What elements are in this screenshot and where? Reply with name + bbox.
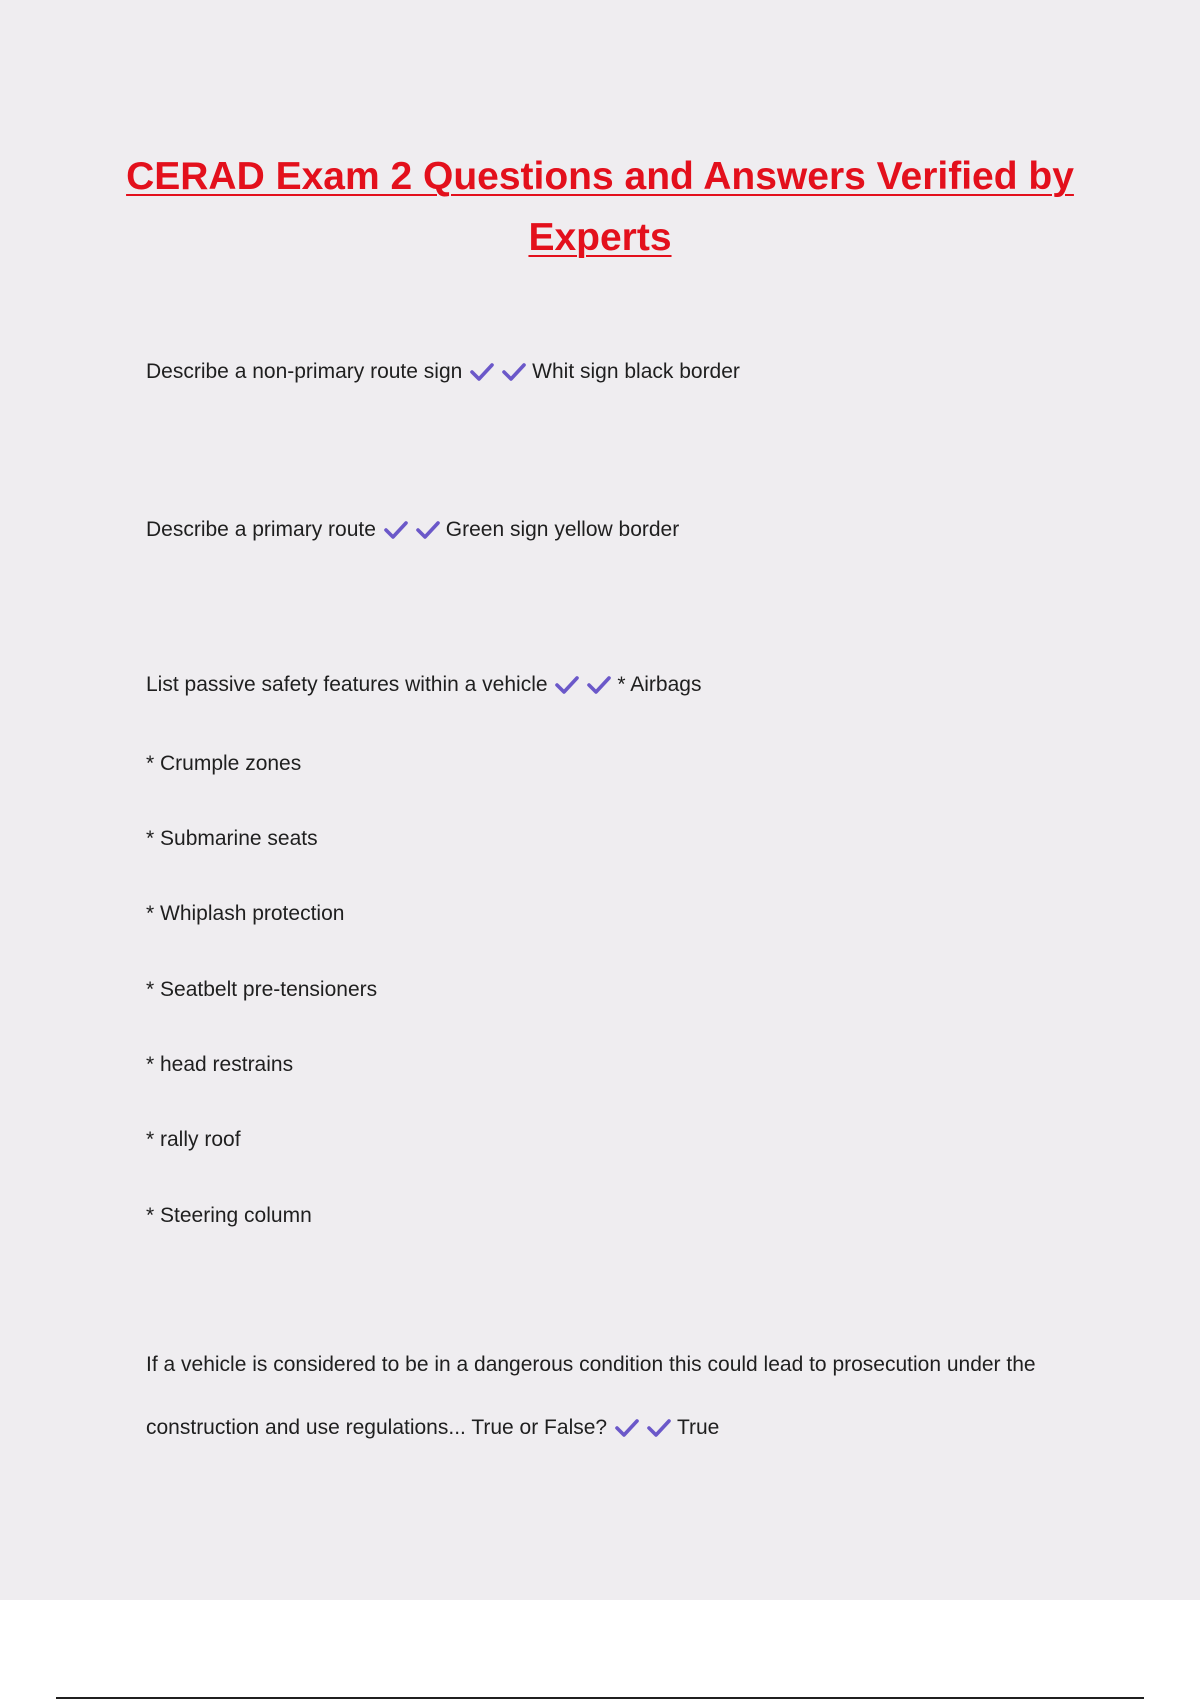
answer-list-item: * Seatbelt pre-tensioners bbox=[146, 978, 378, 1001]
answer-list-item: * Submarine seats bbox=[146, 827, 318, 850]
qa-item-4-line-2 bbox=[146, 1414, 719, 1442]
answer-list-item: * rally roof bbox=[146, 1128, 241, 1151]
question-text: Describe a non-primary route sign bbox=[146, 360, 463, 383]
qa-item-4-line-1: If a vehicle is considered to be in a dangerous condition this could lead to prosecution under the bbox=[146, 1353, 1036, 1376]
check-icon bbox=[645, 1417, 673, 1439]
document-title: CERAD Exam 2 Questions and Answers Verified by Experts bbox=[126, 155, 1074, 259]
check-icon bbox=[468, 361, 496, 383]
check-icon bbox=[585, 674, 613, 696]
question-text: construction and use regulations... True or False? bbox=[146, 1416, 608, 1439]
answer-list-item: * Crumple zones bbox=[146, 752, 302, 775]
qa-item-1 bbox=[146, 358, 740, 386]
answer-text: Whit sign black border bbox=[532, 360, 740, 383]
answer-list-item: * Steering column bbox=[146, 1204, 312, 1227]
check-icon bbox=[613, 1417, 641, 1439]
qa-item-2 bbox=[146, 516, 679, 544]
answer-text: Green sign yellow border bbox=[445, 518, 680, 541]
answer-text: True bbox=[676, 1416, 720, 1439]
check-icon bbox=[553, 674, 581, 696]
question-text: Describe a primary route bbox=[146, 518, 376, 541]
check-icon bbox=[414, 519, 442, 541]
qa-item-3 bbox=[146, 671, 701, 699]
check-icon bbox=[500, 361, 528, 383]
question-text: List passive safety features within a vehicle bbox=[146, 673, 548, 696]
answer-list-item: * Whiplash protection bbox=[146, 902, 345, 925]
check-icon bbox=[382, 519, 410, 541]
answer-text: * Airbags bbox=[617, 673, 702, 696]
answer-list-item: * head restrains bbox=[146, 1053, 294, 1076]
footer-divider bbox=[56, 1697, 1144, 1699]
